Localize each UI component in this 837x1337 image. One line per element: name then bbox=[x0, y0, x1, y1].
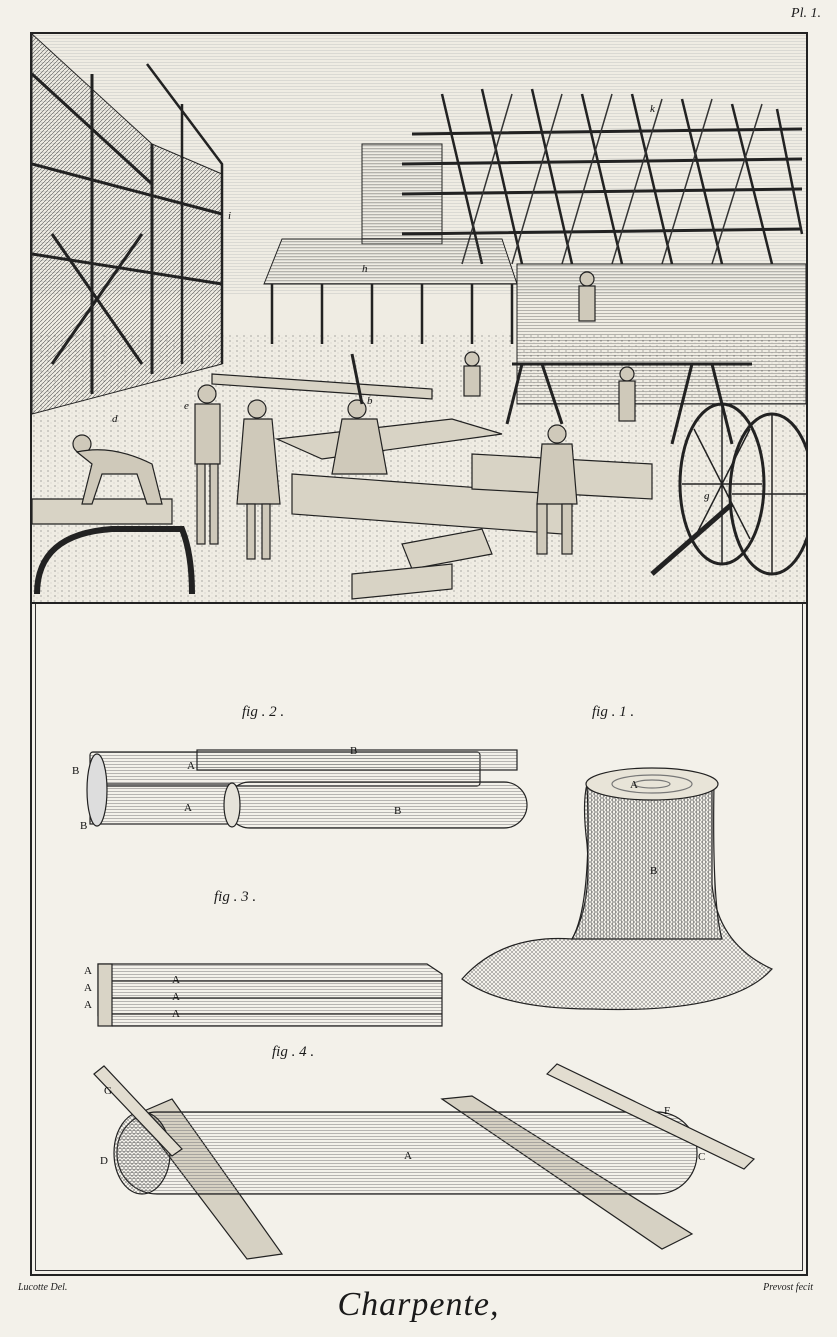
fig4-letter-f: F bbox=[664, 1105, 671, 1117]
fig4-letter-a: A bbox=[404, 1150, 412, 1162]
fig1-letter-b: B bbox=[650, 865, 658, 877]
scene-letter-e: e bbox=[184, 400, 189, 412]
fig2-letter-b-bottom: B bbox=[80, 820, 88, 832]
scene-letter-d: d bbox=[112, 413, 118, 425]
fig2-letter-b-top: B bbox=[350, 745, 358, 757]
fig4-label: fig . 4 . bbox=[272, 1044, 315, 1060]
fig3-letter-a6: A bbox=[172, 1008, 180, 1020]
fig3-drawing bbox=[98, 964, 442, 1026]
fig2-letter-b-right: B bbox=[394, 805, 402, 817]
fig2-letter-a-mid: A bbox=[184, 802, 192, 814]
fig2-letter-b-left: B bbox=[72, 765, 80, 777]
brick-wall bbox=[517, 264, 806, 404]
fig3-letter-a4: A bbox=[172, 974, 180, 986]
credit-draughtsman: Lucotte Del. bbox=[18, 1282, 68, 1293]
scene-letter-h: h bbox=[362, 263, 368, 275]
figures-panel bbox=[32, 604, 806, 1274]
plate-number: Pl. 1. bbox=[791, 6, 821, 21]
credit-engraver: Prevost fecit bbox=[763, 1282, 813, 1293]
fig1-label: fig . 1 . bbox=[592, 704, 635, 720]
fig3-letter-a5: A bbox=[172, 991, 180, 1003]
fig3-letter-a3: A bbox=[84, 999, 92, 1011]
workshop-scene bbox=[32, 34, 806, 604]
plate-frame bbox=[30, 32, 808, 1276]
scene-letter-i: i bbox=[228, 210, 232, 222]
scene-letter-b: b bbox=[367, 395, 373, 407]
fig3-letter-a2: A bbox=[84, 982, 92, 994]
fig4-letter-d: D bbox=[100, 1155, 108, 1167]
scene-letter-k: k bbox=[650, 103, 655, 115]
fig2-drawing bbox=[87, 750, 527, 828]
fig3-label: fig . 3 . bbox=[214, 889, 257, 905]
fig3-letter-a1: A bbox=[84, 965, 92, 977]
fig2-label: fig . 2 . bbox=[242, 704, 285, 720]
fig2-letter-a-top: A bbox=[187, 760, 195, 772]
fig4-letter-c: C bbox=[698, 1151, 706, 1163]
fig4-letter-g: G bbox=[104, 1085, 112, 1097]
plate-title: Charpente, bbox=[337, 1286, 500, 1323]
fig4-drawing bbox=[94, 1064, 754, 1259]
fig1-letter-a: A bbox=[630, 779, 638, 791]
scene-letter-g: g bbox=[704, 490, 710, 502]
